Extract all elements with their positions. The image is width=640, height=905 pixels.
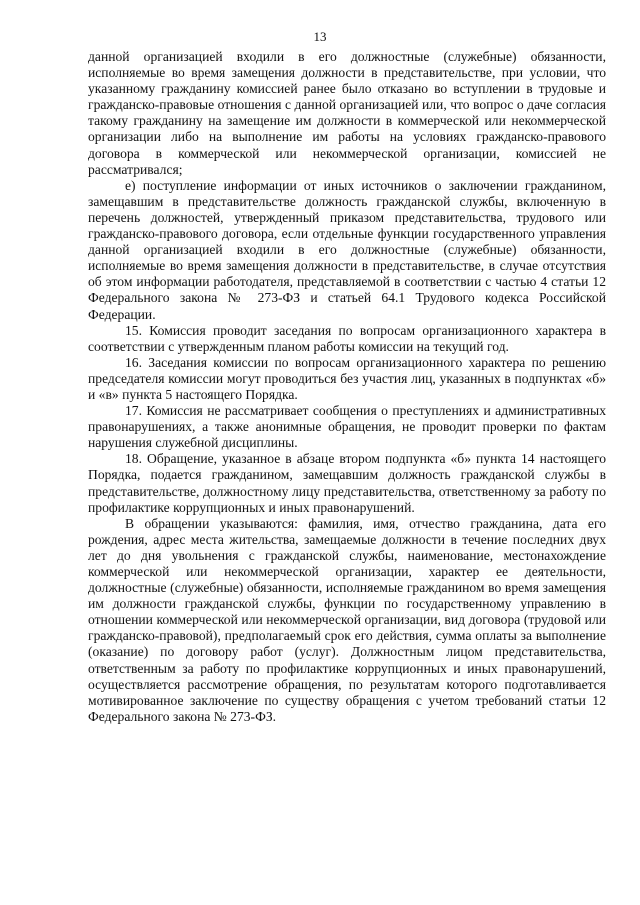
paragraph-item-17: 17. Комиссия не рассматривает сообщения о преступлениях и административных правонарушениях, а также анонимные обращения, не проводит проверки по фактам нарушения служебной дисциплины. [88, 403, 606, 451]
paragraph-item-18: 18. Обращение, указанное в абзаце втором подпункта «б» пункта 14 настоящего Порядка, подается гражданином, замещавшим должность гражданской службы в представительстве, должностному лицу представительства, ответственному за работу по профилактике коррупционных и иных правонарушений. [88, 451, 606, 515]
page-number: 13 [313, 29, 327, 44]
paragraph-item-15: 15. Комиссия проводит заседания по вопросам организационного характера в соответствии с утвержденным планом работы комиссии на текущий год. [88, 322, 606, 354]
paragraph-continuation: данной организацией входили в его должностные (служебные) обязанности, исполняемые во время замещения должности в представительстве, при условии, что указанному гражданину комиссией ранее было отказано во вступлении в трудовые и гражданско-правовые отношения с данной организацией или, что вопрос о даче согласия такому гражданину на замещение им должности в коммерческой или некоммерческой организации либо на выполнение им работы на условиях гражданско-правового договора в коммерческой или некоммерческой организации, комиссией не рассматривался; [88, 49, 606, 177]
paragraph-appeal-contents: В обращении указываются: фамилия, имя, отчество гражданина, дата его рождения, адрес места жительства, замещаемые должности в течение последних двух лет до дня увольнения с гражданской службы, наименование, местонахождение коммерческой или некоммерческой организации, характер ее деятельности, должностные (служебные) обязанности, исполняемые гражданином во время замещения им должности гражданской службы, функции по государственному управлению в отношении коммерческой или некоммерческой организации, вид договора (трудовой или гражданско-правовой), предполагаемый срок его действия, сумма оплаты за выполнение (оказание) по договору работ (услуг). Должностным лицом представительства, ответственным за работу по профилактике коррупционных и иных правонарушений, осуществляется рассмотрение обращения, по результатам которого подготавливается мотивированное заключение по существу обращения с учетом требований статьи 12 Федерального закона № 273-ФЗ. [88, 515, 606, 724]
paragraph-item-16: 16. Заседания комиссии по вопросам организационного характера по решению председателя комиссии могут проводиться без участия лиц, указанных в подпунктах «б» и «в» пункта 5 настоящего Порядка. [88, 354, 606, 402]
paragraph-subitem-e: е) поступление информации от иных источников о заключении гражданином, замещавшим в представительстве должность гражданской службы, включенную в перечень должностей, утвержденный приказом представительства, трудового или гражданско-правового договора, если отдельные функции государственного управления данной организацией входили в его должностные (служебные) обязанности, исполняемые во время замещения должности в представительстве, в случае отсутствия об этом информации работодателя, представляемой в соответствии с частью 4 статьи 12 Федерального закона № 273-ФЗ и статьей 64.1 Трудового кодекса Российской Федерации. [88, 177, 606, 322]
document-body [88, 49, 606, 725]
